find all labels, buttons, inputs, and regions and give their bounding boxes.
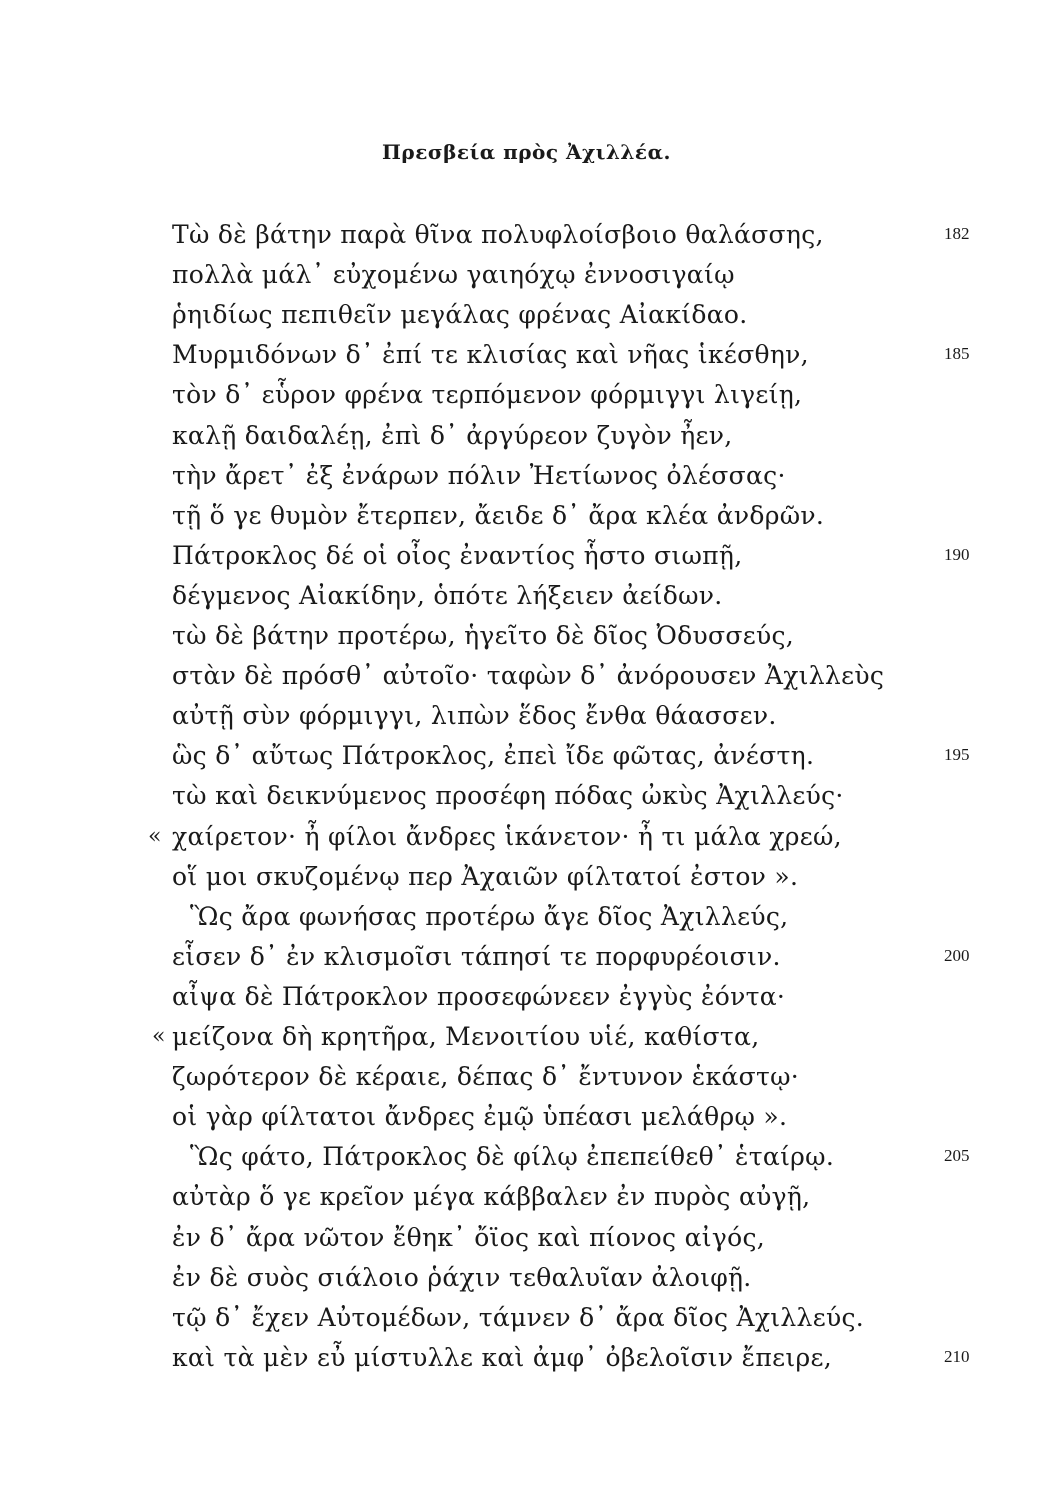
verse-text: τὸν δ᾿ εὗρον φρένα τερπόμενον φόρμιγγι λιγείῃ, [172,380,803,410]
verse-text: τὴν ἄρετ᾿ ἐξ ἐνάρων πόλιν Ἠετίωνος ὀλέσσας· [172,460,786,490]
verse-line [0,739,1053,779]
verse-line [0,820,1053,860]
quotation-mark: « [148,823,162,849]
verse-line [0,579,1053,619]
verse-line [0,378,1053,418]
verse-line [0,499,1053,539]
verse-line [0,258,1053,298]
verse-line [0,1301,1053,1341]
verse-line [0,1221,1053,1261]
verse-line [0,1140,1053,1180]
verse-text: ἐν δὲ συὸς σιάλοιο ῥάχιν τεθαλυῖαν ἀλοιφῇ. [172,1262,752,1292]
verse-text: Ὣς φάτο, Πάτροκλος δὲ φίλῳ ἐπεπείθεθ᾿ ἑταίρῳ. [190,1142,835,1172]
verse-line [0,619,1053,659]
verse-line [0,1261,1053,1301]
verse-line [0,1180,1053,1220]
verse-line [0,659,1053,699]
verse-text: μείζονα δὴ κρητῆρα, Μενοιτίου υἱέ, καθίστα, [172,1022,760,1051]
verse-text: στὰν δὲ πρόσθ᾿ αὐτοῖο· ταφὼν δ᾿ ἀνόρουσεν Ἀχιλλεὺς [172,661,885,691]
verse-line [0,539,1053,579]
verse-line [0,980,1053,1020]
verse-line [0,218,1053,258]
verse-line [0,699,1053,739]
verse-line [0,900,1053,940]
verse-text: καὶ τὰ μὲν εὖ μίστυλλε καὶ ἀμφ᾿ ὀβελοῖσιν ἔπειρε, [172,1342,832,1372]
line-number: 190 [944,544,970,564]
verse-text: αἶψα δὲ Πάτροκλον προσεφώνεεν ἐγγὺς ἐόντα· [172,981,786,1011]
verse-line [0,338,1053,378]
verse-line [0,459,1053,499]
verse-line [0,298,1053,338]
verse-text: ζωρότερον δὲ κέραιε, δέπας δ᾿ ἔντυνον ἑκάστῳ· [172,1062,800,1092]
verse-text: χαίρετον· ἦ φίλοι ἄνδρες ἱκάνετον· ἦ τι μάλα χρεώ, [172,821,842,851]
verse-line [0,940,1053,980]
line-number: 185 [944,344,970,364]
verse-text: τῇ ὅ γε θυμὸν ἔτερπεν, ἄειδε δ᾿ ἄρα κλέα ἀνδρῶν. [172,500,825,530]
verse-text: αὐτὰρ ὅ γε κρεῖον μέγα κάββαλεν ἐν πυρὸς αὐγῇ, [172,1182,811,1212]
verse-line [0,419,1053,459]
verse-text: καλῇ δαιδαλέῃ, ἐπὶ δ᾿ ἀργύρεον ζυγὸν ἦεν, [172,420,733,450]
line-number: 182 [944,224,970,243]
verse-text: Πάτροκλος δέ οἱ οἶος ἐναντίος ἧστο σιωπῇ, [172,540,743,570]
verse-text: εἷσεν δ᾿ ἐν κλισμοῖσι τάπησί τε πορφυρέοισιν. [172,941,781,971]
verse-text: ὣς δ᾿ αὔτως Πάτροκλος, ἐπεὶ ἴδε φῶτας, ἀνέστη. [172,741,815,771]
verse-text: Ὣς ἄρα φωνήσας προτέρω ἄγε δῖος Ἀχιλλεύς, [190,901,789,931]
verse-text: ἐν δ᾿ ἄρα νῶτον ἔθηκ᾿ ὄϊος καὶ πίονος αἰγός, [172,1222,766,1252]
page-title: Πρεσβεία πρὸς Ἀχιλλέα. [382,140,671,164]
verse-text: οἵ μοι σκυζομένῳ περ Ἀχαιῶν φίλτατοί ἐστον ». [172,861,799,891]
verse-text: τὼ δὲ βάτην προτέρω, ἡγεῖτο δὲ δῖος Ὀδυσσεύς, [172,621,795,650]
verse-line [0,1060,1053,1100]
verse-line [0,779,1053,819]
verse-text: δέγμενος Αἰακίδην, ὁπότε λήξειεν ἀείδων. [172,580,723,610]
verse-line [0,860,1053,900]
verse-text: Μυρμιδόνων δ᾿ ἐπί τε κλισίας καὶ νῆας ἱκέσθην, [172,340,809,370]
verse-text: τῷ δ᾿ ἔχεν Αὐτομέδων, τάμνεν δ᾿ ἄρα δῖος Ἀχιλλεύς. [172,1302,864,1332]
verse-text: οἱ γὰρ φίλτατοι ἄνδρες ἐμῷ ὑπέασι μελάθρῳ ». [172,1102,788,1132]
quotation-mark: « [152,1024,166,1049]
verse-text: πολλὰ μάλ᾿ εὐχομένω γαιηόχῳ ἐννοσιγαίῳ [172,260,735,290]
line-number: 200 [944,945,970,965]
verse-text: Τὼ δὲ βάτην παρὰ θῖνα πολυφλοίσβοιο θαλάσσης, [172,220,824,249]
line-number: 210 [944,1346,970,1366]
verse-text: ῥηιδίως πεπιθεῖν μεγάλας φρένας Αἰακίδαο. [172,300,748,330]
verse-text: αὐτῇ σὺν φόρμιγγι, λιπὼν ἕδος ἔνθα θάασσεν. [172,701,777,731]
verse-text: τὼ καὶ δεικνύμενος προσέφη πόδας ὠκὺς Ἀχιλλεύς· [172,781,844,811]
line-number: 205 [944,1146,970,1166]
verse-line [0,1341,1053,1381]
verse-line [0,1100,1053,1140]
line-number: 195 [944,745,970,765]
verse-line [0,1020,1053,1060]
